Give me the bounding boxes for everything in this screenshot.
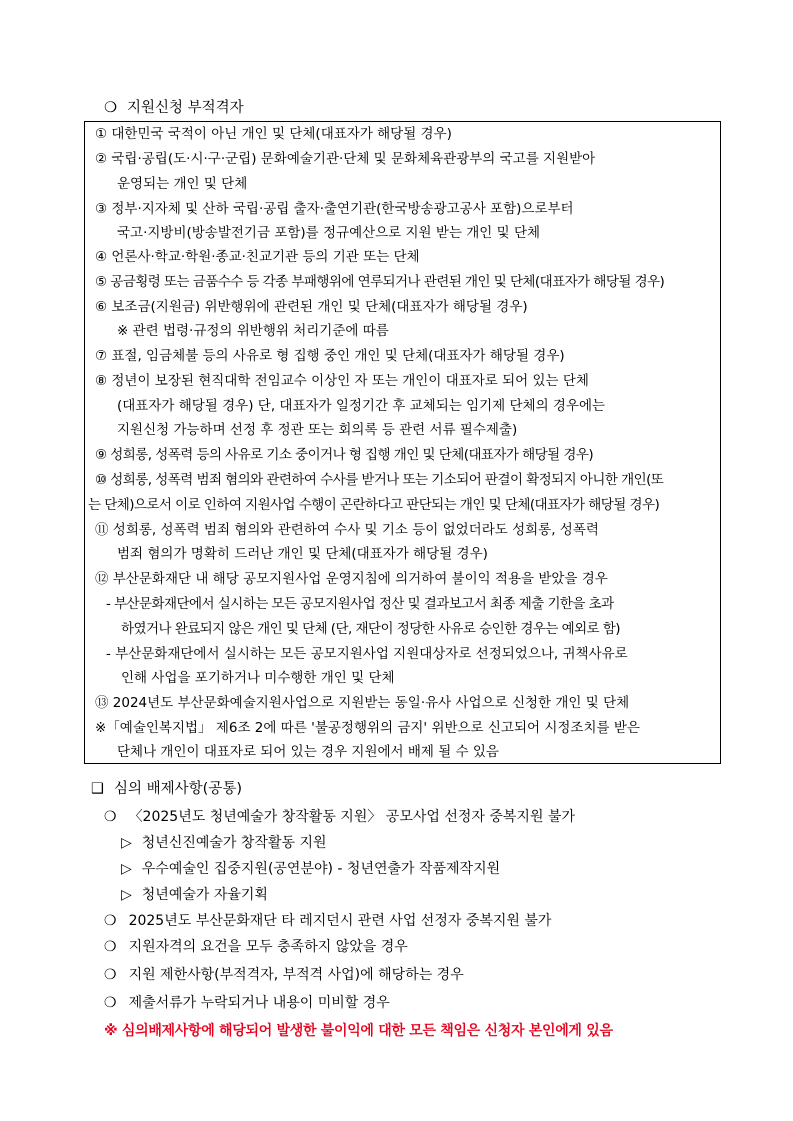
criteria-line: 운영되는 개인 및 단체 (117, 176, 248, 192)
responsibility-warning: ※ 심의배제사항에 해당되어 발생한 불이익에 대한 모든 책임은 신청자 본인에게 있음 (104, 1023, 613, 1039)
criteria-subline: 인해 사업을 포기하거나 미수행한 개인 및 단체 (121, 670, 395, 686)
exclusion-item: ❍ 지원 제한사항(부적격자, 부적격 사업)에 해당하는 경우 (104, 967, 464, 983)
exclusion-subitem: ▷ 청년신진예술가 창작활동 지원 (121, 835, 327, 851)
criteria-note: ※「예술인복지법」 제6조 2에 따른 '불공정행위의 금지' 위반으로 신고되어 시정조치를 받은 (95, 720, 640, 736)
criteria-line: 범죄 혐의가 명확히 드러난 개인 및 단체(대표자가 해당될 경우) (117, 546, 488, 562)
circle-bullet-icon: ❍ (104, 939, 117, 955)
criteria-subline: - 부산문화재단에서 실시하는 모든 공모지원사업 지원대상자로 선정되었으나, 귀책사유로 (106, 646, 628, 662)
section-heading-exclusions (91, 780, 242, 798)
section-title: 지원신청 부적격자 (127, 100, 244, 116)
criteria-line: 는 단체)으로서 이로 인하여 지원사업 수행이 곤란하다고 판단되는 개인 및 단체(대표자가 해당될 경우) (88, 497, 660, 513)
triangle-right-icon: ▷ (121, 835, 132, 851)
criteria-line: ③ 정부·지자체 및 산하 국립·공립 출자·출연기관(한국방송광고공사 포함)으로부터 (95, 201, 574, 217)
triangle-right-icon: ▷ (121, 887, 132, 903)
criteria-line: 지원신청 가능하며 선정 후 정관 또는 회의록 등 관련 서류 필수제출) (117, 422, 518, 438)
circle-bullet-icon: ❍ (104, 967, 117, 983)
criteria-line: ⑪ 성희롱, 성폭력 범죄 혐의와 관련하여 수사 및 기소 등이 없었더라도 성희롱, 성폭력 (95, 522, 599, 538)
exclusion-subitem: ▷ 청년예술가 자율기획 (121, 887, 268, 903)
exclusion-subitem: ▷ 우수예술인 집중지원(공연분야) - 청년연출가 작품제작지원 (121, 861, 501, 877)
circle-bullet-icon: ❍ (104, 995, 117, 1011)
criteria-line: ⑤ 공금횡령 또는 금품수수 등 각종 부패행위에 연루되거나 관련된 개인 및 단체(대표자가 해당될 경우) (95, 274, 665, 290)
exclusion-item: ❍ 〈2025년도 청년예술가 창작활동 지원〉 공모사업 선정자 중복지원 불가 (104, 809, 575, 825)
criteria-line: (대표자가 해당될 경우) 단, 대표자가 일정기간 후 교체되는 임기제 단체의 경우에는 (117, 398, 606, 414)
criteria-line: 국고·지방비(방송발전기금 포함)를 정규예산으로 지원 받는 개인 및 단체 (117, 225, 541, 241)
criteria-line: ② 국립·공립(도·시·구·군립) 문화예술기관·단체 및 문화체육관광부의 국고를 지원받아 (95, 151, 596, 167)
criteria-line: ⑨ 성희롱, 성폭력 등의 사유로 기소 중이거나 형 집행 개인 및 단체(대표자가 해당될 경우) (95, 447, 594, 463)
criteria-line: ⑩ 성희롱, 성폭력 범죄 혐의와 관련하여 수사를 받거나 또는 기소되어 판결이 확정되지 아니한 개인(또 (95, 472, 664, 488)
criteria-line: ⑥ 보조금(지원금) 위반행위에 관련된 개인 및 단체(대표자가 해당될 경우) (95, 299, 528, 315)
criteria-line: ① 대한민국 국적이 아닌 개인 및 단체(대표자가 해당될 경우) (95, 126, 452, 142)
circle-bullet-icon: ❍ (104, 913, 117, 929)
exclusion-item: ❍ 지원자격의 요건을 모두 충족하지 않았을 경우 (104, 939, 408, 955)
criteria-note: 단체나 개인이 대표자로 되어 있는 경우 지원에서 배제 될 수 있음 (117, 744, 499, 760)
criteria-line: ⑫ 부산문화재단 내 해당 공모지원사업 운영지침에 의거하여 불이익 적용을 받았을 경우 (95, 571, 608, 587)
section-heading-ineligible (104, 99, 244, 117)
criteria-subline: 하였거나 완료되지 않은 개인 및 단체 (단, 재단이 정당한 사유로 승인한 경우는 예외로 함) (121, 621, 620, 637)
criteria-line: ⑧ 정년이 보장된 현직대학 전임교수 이상인 자 또는 개인이 대표자로 되어 있는 단체 (95, 373, 589, 389)
checkbox-bullet-icon: ❑ (91, 781, 104, 797)
criteria-line: ⑦ 표절, 임금체불 등의 사유로 형 집행 중인 개인 및 단체(대표자가 해당될 경우) (95, 348, 565, 364)
criteria-note: ※ 관련 법령·규정의 위반행위 처리기준에 따름 (117, 323, 389, 339)
circle-bullet-icon: ❍ (104, 809, 117, 825)
exclusion-item: ❍ 2025년도 부산문화재단 타 레지던시 관련 사업 선정자 중복지원 불가 (104, 913, 552, 929)
exclusion-item: ❍ 제출서류가 누락되거나 내용이 미비할 경우 (104, 995, 390, 1011)
criteria-line: ⑬ 2024년도 부산문화예술지원사업으로 지원받는 동일·유사 사업으로 신청한 개인 및 단체 (95, 695, 630, 711)
criteria-subline: - 부산문화재단에서 실시하는 모든 공모지원사업 정산 및 결과보고서 최종 제출 기한을 초과 (106, 596, 614, 612)
triangle-right-icon: ▷ (121, 861, 132, 877)
section-title: 심의 배제사항(공통) (114, 781, 242, 797)
circle-bullet-icon: ❍ (104, 100, 117, 116)
criteria-line: ④ 언론사·학교·학원·종교·친교기관 등의 기관 또는 단체 (95, 249, 420, 265)
